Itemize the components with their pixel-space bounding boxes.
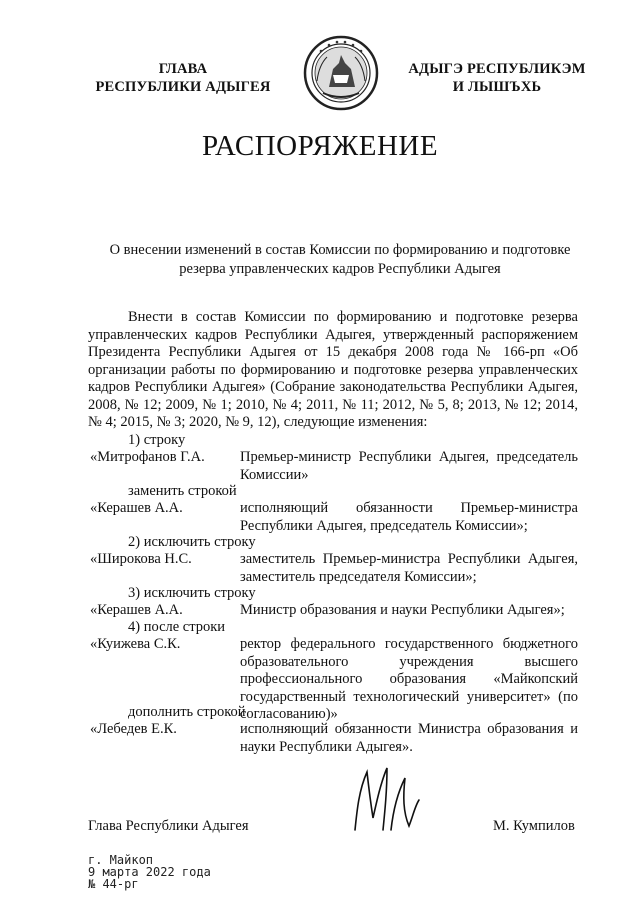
footer-city: г. Майкоп [88, 853, 154, 867]
item-4-new-desc: исполняющий обязанности Министра образования и науки Республики Адыгея». [240, 721, 578, 755]
signer-name: М. Кумпилов [493, 818, 575, 834]
handwritten-signature [345, 760, 425, 840]
item-1-replace-label: заменить строкой [128, 483, 237, 499]
footer-date: 9 марта 2022 года [88, 865, 211, 879]
item-1-new-name: «Керашев А.А. [90, 500, 183, 516]
item-4-new-name: «Лебедев Е.К. [90, 721, 177, 737]
item-2-name: «Широкова Н.С. [90, 551, 192, 567]
footer-number: № 44-рг [88, 877, 139, 891]
item-4-label: 4) после строки [128, 619, 226, 635]
header-left-line2: РЕСПУБЛИКИ АДЫГЕЯ [95, 79, 271, 95]
document-title: РАСПОРЯЖЕНИЕ [201, 130, 439, 162]
item-4-name: «Куижева С.К. [90, 636, 181, 652]
item-3-desc: Министр образования и науки Республики Адыгея»; [240, 602, 565, 618]
item-1-desc: Премьер-министр Республики Адыгея, председатель Комиссии» [240, 449, 578, 483]
item-3-label: 3) исключить строку [128, 585, 256, 601]
item-1-new-desc: исполняющий обязанности Премьер-министра Республики Адыгея, председатель Комиссии»; [240, 500, 578, 534]
item-3-name: «Керашев А.А. [90, 602, 183, 618]
coat-of-arms-emblem [303, 35, 379, 111]
item-1-name: «Митрофанов Г.А. [90, 449, 205, 465]
document-subject [90, 241, 590, 278]
item-4-desc: ректор федерального государственного бюджетного образовательного учреждения высшего профессионального образования «Майкопский государственный технологический университет» (по согласованию)» [240, 636, 578, 722]
item-1-label: 1) строку [128, 432, 186, 448]
header-right [392, 60, 602, 96]
intro-paragraph: Внести в состав Комиссии по формированию и подготовке резерва управленческих кадров Республики Адыгея, утвержденный распоряжением Президента Республики Адыгея от 15 декабря 2008 года № 166-рп «Об организации работы по формированию и подготовке резерва управленческих кадров Республики Адыгея» (Собрание законодательства Республики Адыгея, 2008, № 12; 2009, № 1; 2010, № 4; 2011, № 11; 2012, № 5, 8; 2013, № 12; 2014, № 4; 2015, № 3; 2020, № 9, 12), следующие изменения: [88, 309, 578, 430]
signer-title: Глава Республики Адыгея [88, 818, 249, 834]
header-left [78, 60, 288, 96]
item-4-add-label: дополнить строкой [128, 704, 246, 720]
item-2-desc: заместитель Премьер-министра Республики Адыгея, заместитель председателя Комиссии»; [240, 551, 578, 585]
header-left-line1: ГЛАВА [158, 61, 208, 77]
header-right-line2: И ЛЫШЪХЬ [452, 79, 542, 95]
subject-line-1: О внесении изменений в состав Комиссии по формированию и подготовке [109, 242, 571, 258]
item-2-label: 2) исключить строку [128, 534, 256, 550]
header-right-line1: АДЫГЭ РЕСПУБЛИКЭМ [408, 61, 586, 77]
subject-line-2: резерва управленческих кадров Республики Адыгея [179, 260, 501, 277]
